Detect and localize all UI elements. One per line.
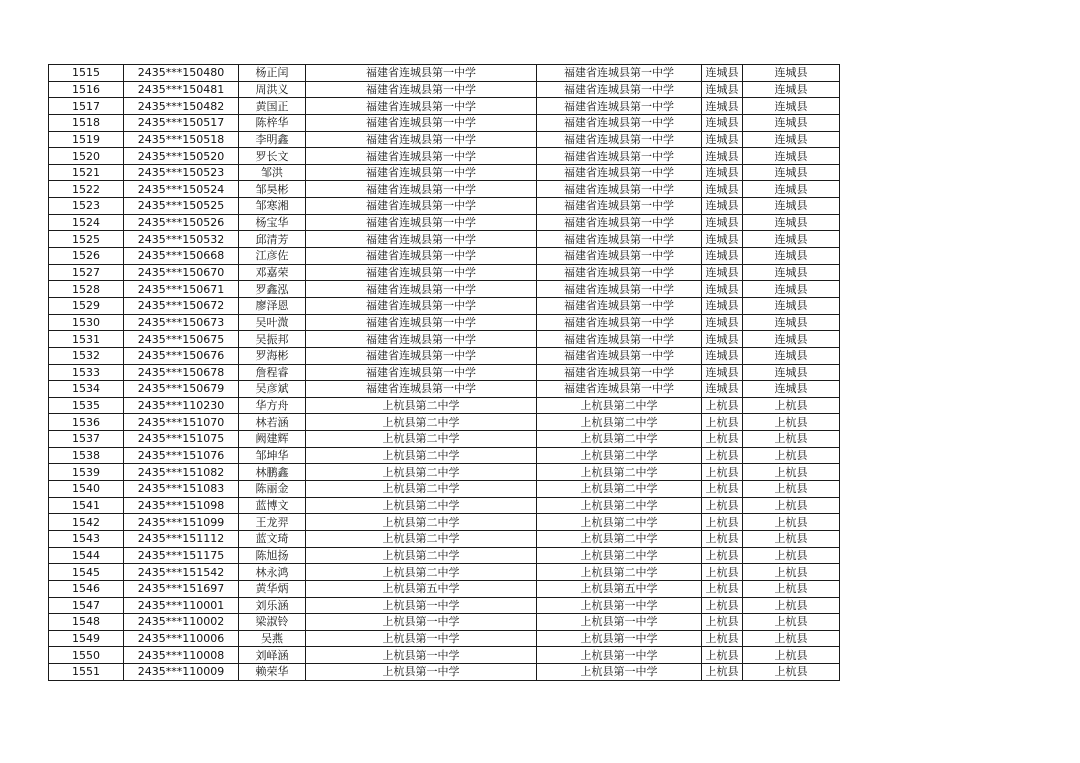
county-cell: 上杭县 <box>702 664 743 681</box>
county-cell-2: 上杭县 <box>743 614 840 631</box>
county-cell-2: 上杭县 <box>743 481 840 498</box>
school-cell-2: 福建省连城县第一中学 <box>537 198 702 215</box>
student-name-cell: 黄国正 <box>239 98 306 115</box>
school-cell-2: 上杭县第二中学 <box>537 414 702 431</box>
school-cell-2: 上杭县第二中学 <box>537 497 702 514</box>
student-name-cell: 吴燕 <box>239 630 306 647</box>
county-cell: 上杭县 <box>702 530 743 547</box>
county-cell: 连城县 <box>702 81 743 98</box>
school-cell: 福建省连城县第一中学 <box>306 314 537 331</box>
table-row <box>49 647 840 664</box>
table-row <box>49 114 840 131</box>
student-name-cell: 杨正闰 <box>239 65 306 82</box>
school-cell-2: 福建省连城县第一中学 <box>537 297 702 314</box>
student-name-cell: 邹昊彬 <box>239 181 306 198</box>
school-cell-2: 福建省连城县第一中学 <box>537 114 702 131</box>
row-number-cell: 1551 <box>49 664 124 681</box>
school-cell-2: 上杭县第五中学 <box>537 580 702 597</box>
school-cell-2: 上杭县第一中学 <box>537 630 702 647</box>
school-cell: 福建省连城县第一中学 <box>306 148 537 165</box>
table-row <box>49 514 840 531</box>
exam-id-cell: 2435***151075 <box>124 431 239 448</box>
school-cell: 福建省连城县第一中学 <box>306 231 537 248</box>
table-row <box>49 364 840 381</box>
county-cell-2: 上杭县 <box>743 397 840 414</box>
school-cell-2: 上杭县第一中学 <box>537 597 702 614</box>
county-cell: 上杭县 <box>702 564 743 581</box>
row-number-cell: 1540 <box>49 481 124 498</box>
exam-id-cell: 2435***150679 <box>124 381 239 398</box>
table-row <box>49 198 840 215</box>
school-cell: 福建省连城县第一中学 <box>306 214 537 231</box>
row-number-cell: 1544 <box>49 547 124 564</box>
row-number-cell: 1530 <box>49 314 124 331</box>
county-cell-2: 连城县 <box>743 297 840 314</box>
student-name-cell: 梁淑铃 <box>239 614 306 631</box>
row-number-cell: 1531 <box>49 331 124 348</box>
exam-id-cell: 2435***150671 <box>124 281 239 298</box>
row-number-cell: 1522 <box>49 181 124 198</box>
table-row <box>49 580 840 597</box>
exam-id-cell: 2435***151083 <box>124 481 239 498</box>
exam-id-cell: 2435***150670 <box>124 264 239 281</box>
exam-id-cell: 2435***151175 <box>124 547 239 564</box>
county-cell: 连城县 <box>702 164 743 181</box>
school-cell: 福建省连城县第一中学 <box>306 65 537 82</box>
county-cell-2: 上杭县 <box>743 564 840 581</box>
county-cell-2: 连城县 <box>743 131 840 148</box>
county-cell: 连城县 <box>702 297 743 314</box>
county-cell-2: 上杭县 <box>743 547 840 564</box>
student-name-cell: 陈丽金 <box>239 481 306 498</box>
table-row <box>49 497 840 514</box>
table-row <box>49 381 840 398</box>
school-cell-2: 上杭县第二中学 <box>537 481 702 498</box>
school-cell-2: 福建省连城县第一中学 <box>537 164 702 181</box>
row-number-cell: 1523 <box>49 198 124 215</box>
county-cell: 上杭县 <box>702 647 743 664</box>
student-name-cell: 刘乐涵 <box>239 597 306 614</box>
county-cell-2: 连城县 <box>743 181 840 198</box>
county-cell-2: 连城县 <box>743 214 840 231</box>
county-cell: 上杭县 <box>702 497 743 514</box>
row-number-cell: 1517 <box>49 98 124 115</box>
school-cell-2: 上杭县第二中学 <box>537 397 702 414</box>
student-name-cell: 邹坤华 <box>239 447 306 464</box>
row-number-cell: 1516 <box>49 81 124 98</box>
table-row <box>49 414 840 431</box>
exam-id-cell: 2435***150525 <box>124 198 239 215</box>
school-cell: 上杭县第二中学 <box>306 564 537 581</box>
student-roster-table <box>48 64 840 681</box>
school-cell: 福建省连城县第一中学 <box>306 248 537 265</box>
school-cell: 福建省连城县第一中学 <box>306 131 537 148</box>
table-row <box>49 98 840 115</box>
school-cell: 上杭县第二中学 <box>306 530 537 547</box>
county-cell: 上杭县 <box>702 397 743 414</box>
row-number-cell: 1529 <box>49 297 124 314</box>
county-cell: 连城县 <box>702 148 743 165</box>
county-cell-2: 连城县 <box>743 381 840 398</box>
row-number-cell: 1534 <box>49 381 124 398</box>
exam-id-cell: 2435***151076 <box>124 447 239 464</box>
table-row <box>49 231 840 248</box>
student-name-cell: 江彦佐 <box>239 248 306 265</box>
school-cell-2: 上杭县第一中学 <box>537 647 702 664</box>
student-name-cell: 邹寒湘 <box>239 198 306 215</box>
school-cell: 福建省连城县第一中学 <box>306 164 537 181</box>
county-cell-2: 连城县 <box>743 148 840 165</box>
table-row <box>49 431 840 448</box>
table-row <box>49 214 840 231</box>
exam-id-cell: 2435***150480 <box>124 65 239 82</box>
county-cell-2: 连城县 <box>743 281 840 298</box>
exam-id-cell: 2435***110006 <box>124 630 239 647</box>
table-row <box>49 181 840 198</box>
county-cell-2: 连城县 <box>743 231 840 248</box>
school-cell-2: 上杭县第二中学 <box>537 514 702 531</box>
county-cell-2: 上杭县 <box>743 530 840 547</box>
row-number-cell: 1518 <box>49 114 124 131</box>
row-number-cell: 1536 <box>49 414 124 431</box>
row-number-cell: 1515 <box>49 65 124 82</box>
county-cell-2: 上杭县 <box>743 580 840 597</box>
school-cell: 福建省连城县第一中学 <box>306 198 537 215</box>
school-cell-2: 福建省连城县第一中学 <box>537 331 702 348</box>
table-row <box>49 530 840 547</box>
table-row <box>49 347 840 364</box>
school-cell: 福建省连城县第一中学 <box>306 381 537 398</box>
table-row <box>49 65 840 82</box>
county-cell: 连城县 <box>702 65 743 82</box>
school-cell-2: 福建省连城县第一中学 <box>537 347 702 364</box>
school-cell: 上杭县第一中学 <box>306 614 537 631</box>
student-name-cell: 刘峄涵 <box>239 647 306 664</box>
table-row <box>49 131 840 148</box>
school-cell: 上杭县第二中学 <box>306 514 537 531</box>
student-name-cell: 周洪义 <box>239 81 306 98</box>
row-number-cell: 1539 <box>49 464 124 481</box>
school-cell-2: 福建省连城县第一中学 <box>537 264 702 281</box>
table-row <box>49 248 840 265</box>
school-cell: 福建省连城县第一中学 <box>306 81 537 98</box>
exam-id-cell: 2435***110001 <box>124 597 239 614</box>
student-name-cell: 杨宝华 <box>239 214 306 231</box>
table-row <box>49 264 840 281</box>
county-cell-2: 连城县 <box>743 65 840 82</box>
row-number-cell: 1525 <box>49 231 124 248</box>
student-name-cell: 罗鑫泓 <box>239 281 306 298</box>
exam-id-cell: 2435***150673 <box>124 314 239 331</box>
county-cell-2: 上杭县 <box>743 647 840 664</box>
table-row <box>49 547 840 564</box>
school-cell: 上杭县第二中学 <box>306 397 537 414</box>
school-cell: 福建省连城县第一中学 <box>306 281 537 298</box>
exam-id-cell: 2435***151082 <box>124 464 239 481</box>
row-number-cell: 1532 <box>49 347 124 364</box>
county-cell: 连城县 <box>702 364 743 381</box>
exam-id-cell: 2435***151542 <box>124 564 239 581</box>
county-cell: 上杭县 <box>702 614 743 631</box>
county-cell-2: 上杭县 <box>743 464 840 481</box>
row-number-cell: 1545 <box>49 564 124 581</box>
county-cell: 上杭县 <box>702 414 743 431</box>
student-name-cell: 陈旭扬 <box>239 547 306 564</box>
student-name-cell: 邓嘉荣 <box>239 264 306 281</box>
school-cell-2: 福建省连城县第一中学 <box>537 248 702 265</box>
row-number-cell: 1547 <box>49 597 124 614</box>
school-cell: 福建省连城县第一中学 <box>306 98 537 115</box>
row-number-cell: 1527 <box>49 264 124 281</box>
county-cell: 上杭县 <box>702 481 743 498</box>
table-row <box>49 464 840 481</box>
exam-id-cell: 2435***150526 <box>124 214 239 231</box>
school-cell: 上杭县第二中学 <box>306 464 537 481</box>
student-name-cell: 邹洪 <box>239 164 306 181</box>
school-cell-2: 福建省连城县第一中学 <box>537 181 702 198</box>
table-row <box>49 148 840 165</box>
school-cell: 福建省连城县第一中学 <box>306 114 537 131</box>
student-name-cell: 黄华炳 <box>239 580 306 597</box>
exam-id-cell: 2435***150520 <box>124 148 239 165</box>
county-cell-2: 上杭县 <box>743 514 840 531</box>
school-cell-2: 福建省连城县第一中学 <box>537 98 702 115</box>
student-name-cell: 王龙羿 <box>239 514 306 531</box>
table-row <box>49 281 840 298</box>
student-name-cell: 李明鑫 <box>239 131 306 148</box>
county-cell-2: 上杭县 <box>743 597 840 614</box>
table-row <box>49 164 840 181</box>
county-cell-2: 连城县 <box>743 364 840 381</box>
table-row <box>49 564 840 581</box>
county-cell-2: 连城县 <box>743 81 840 98</box>
county-cell: 连城县 <box>702 264 743 281</box>
school-cell: 上杭县第一中学 <box>306 647 537 664</box>
county-cell: 连城县 <box>702 181 743 198</box>
school-cell-2: 上杭县第二中学 <box>537 447 702 464</box>
school-cell-2: 福建省连城县第一中学 <box>537 281 702 298</box>
county-cell: 上杭县 <box>702 514 743 531</box>
student-name-cell: 林鹏鑫 <box>239 464 306 481</box>
student-name-cell: 阙建辉 <box>239 431 306 448</box>
table-row <box>49 81 840 98</box>
exam-id-cell: 2435***150678 <box>124 364 239 381</box>
county-cell-2: 连城县 <box>743 98 840 115</box>
school-cell-2: 上杭县第二中学 <box>537 547 702 564</box>
county-cell: 连城县 <box>702 131 743 148</box>
school-cell: 福建省连城县第一中学 <box>306 331 537 348</box>
row-number-cell: 1546 <box>49 580 124 597</box>
county-cell-2: 上杭县 <box>743 630 840 647</box>
school-cell: 福建省连城县第一中学 <box>306 264 537 281</box>
student-name-cell: 林若涵 <box>239 414 306 431</box>
school-cell-2: 上杭县第一中学 <box>537 614 702 631</box>
exam-id-cell: 2435***150676 <box>124 347 239 364</box>
row-number-cell: 1541 <box>49 497 124 514</box>
school-cell-2: 福建省连城县第一中学 <box>537 148 702 165</box>
row-number-cell: 1550 <box>49 647 124 664</box>
student-name-cell: 陈梓华 <box>239 114 306 131</box>
exam-id-cell: 2435***151697 <box>124 580 239 597</box>
exam-id-cell: 2435***151098 <box>124 497 239 514</box>
county-cell-2: 连城县 <box>743 331 840 348</box>
row-number-cell: 1519 <box>49 131 124 148</box>
county-cell-2: 上杭县 <box>743 414 840 431</box>
student-name-cell: 赖荣华 <box>239 664 306 681</box>
row-number-cell: 1526 <box>49 248 124 265</box>
school-cell: 福建省连城县第一中学 <box>306 347 537 364</box>
exam-id-cell: 2435***110009 <box>124 664 239 681</box>
school-cell: 福建省连城县第一中学 <box>306 364 537 381</box>
county-cell: 上杭县 <box>702 464 743 481</box>
school-cell-2: 福建省连城县第一中学 <box>537 131 702 148</box>
school-cell: 福建省连城县第一中学 <box>306 297 537 314</box>
student-name-cell: 蓝文琦 <box>239 530 306 547</box>
table-body <box>49 65 840 681</box>
county-cell-2: 上杭县 <box>743 447 840 464</box>
county-cell: 连城县 <box>702 314 743 331</box>
row-number-cell: 1521 <box>49 164 124 181</box>
exam-id-cell: 2435***151099 <box>124 514 239 531</box>
row-number-cell: 1528 <box>49 281 124 298</box>
county-cell: 连城县 <box>702 198 743 215</box>
school-cell: 上杭县第二中学 <box>306 497 537 514</box>
county-cell-2: 连城县 <box>743 164 840 181</box>
school-cell-2: 上杭县第二中学 <box>537 464 702 481</box>
school-cell: 上杭县第二中学 <box>306 431 537 448</box>
school-cell-2: 福建省连城县第一中学 <box>537 314 702 331</box>
county-cell-2: 上杭县 <box>743 664 840 681</box>
exam-id-cell: 2435***110008 <box>124 647 239 664</box>
row-number-cell: 1535 <box>49 397 124 414</box>
table-row <box>49 331 840 348</box>
county-cell: 连城县 <box>702 248 743 265</box>
county-cell: 连城县 <box>702 114 743 131</box>
student-name-cell: 詹程睿 <box>239 364 306 381</box>
row-number-cell: 1533 <box>49 364 124 381</box>
table-row <box>49 664 840 681</box>
school-cell: 上杭县第一中学 <box>306 664 537 681</box>
exam-id-cell: 2435***150481 <box>124 81 239 98</box>
exam-id-cell: 2435***150524 <box>124 181 239 198</box>
row-number-cell: 1520 <box>49 148 124 165</box>
table-row <box>49 481 840 498</box>
school-cell: 上杭县第一中学 <box>306 597 537 614</box>
student-name-cell: 廖泽恩 <box>239 297 306 314</box>
county-cell: 上杭县 <box>702 630 743 647</box>
county-cell: 连城县 <box>702 214 743 231</box>
table-row <box>49 597 840 614</box>
school-cell: 上杭县第二中学 <box>306 547 537 564</box>
county-cell: 连城县 <box>702 231 743 248</box>
exam-id-cell: 2435***151070 <box>124 414 239 431</box>
school-cell-2: 上杭县第二中学 <box>537 431 702 448</box>
row-number-cell: 1538 <box>49 447 124 464</box>
exam-id-cell: 2435***110002 <box>124 614 239 631</box>
row-number-cell: 1543 <box>49 530 124 547</box>
exam-id-cell: 2435***110230 <box>124 397 239 414</box>
county-cell-2: 连城县 <box>743 114 840 131</box>
exam-id-cell: 2435***150523 <box>124 164 239 181</box>
county-cell: 连城县 <box>702 347 743 364</box>
table-row <box>49 630 840 647</box>
school-cell: 福建省连城县第一中学 <box>306 181 537 198</box>
table-row <box>49 397 840 414</box>
county-cell: 上杭县 <box>702 580 743 597</box>
student-name-cell: 吴振邦 <box>239 331 306 348</box>
school-cell: 上杭县第五中学 <box>306 580 537 597</box>
school-cell-2: 福建省连城县第一中学 <box>537 381 702 398</box>
row-number-cell: 1524 <box>49 214 124 231</box>
exam-id-cell: 2435***150518 <box>124 131 239 148</box>
school-cell: 上杭县第二中学 <box>306 481 537 498</box>
table-row <box>49 297 840 314</box>
table-row <box>49 447 840 464</box>
county-cell: 连城县 <box>702 281 743 298</box>
exam-id-cell: 2435***150675 <box>124 331 239 348</box>
school-cell-2: 上杭县第二中学 <box>537 530 702 547</box>
exam-id-cell: 2435***150517 <box>124 114 239 131</box>
student-name-cell: 邱清芳 <box>239 231 306 248</box>
row-number-cell: 1548 <box>49 614 124 631</box>
exam-id-cell: 2435***150672 <box>124 297 239 314</box>
county-cell-2: 连城县 <box>743 248 840 265</box>
exam-id-cell: 2435***150482 <box>124 98 239 115</box>
county-cell-2: 上杭县 <box>743 431 840 448</box>
student-name-cell: 华方舟 <box>239 397 306 414</box>
row-number-cell: 1549 <box>49 630 124 647</box>
county-cell: 上杭县 <box>702 597 743 614</box>
student-name-cell: 吴叶溦 <box>239 314 306 331</box>
school-cell-2: 福建省连城县第一中学 <box>537 81 702 98</box>
school-cell: 上杭县第一中学 <box>306 630 537 647</box>
county-cell-2: 连城县 <box>743 347 840 364</box>
county-cell: 连城县 <box>702 331 743 348</box>
county-cell: 上杭县 <box>702 547 743 564</box>
school-cell-2: 福建省连城县第一中学 <box>537 65 702 82</box>
school-cell-2: 福建省连城县第一中学 <box>537 214 702 231</box>
student-name-cell: 吴彦斌 <box>239 381 306 398</box>
exam-id-cell: 2435***151112 <box>124 530 239 547</box>
county-cell: 连城县 <box>702 98 743 115</box>
school-cell-2: 福建省连城县第一中学 <box>537 231 702 248</box>
exam-id-cell: 2435***150532 <box>124 231 239 248</box>
county-cell: 连城县 <box>702 381 743 398</box>
county-cell-2: 上杭县 <box>743 497 840 514</box>
exam-id-cell: 2435***150668 <box>124 248 239 265</box>
county-cell-2: 连城县 <box>743 314 840 331</box>
student-name-cell: 罗长文 <box>239 148 306 165</box>
school-cell: 上杭县第二中学 <box>306 414 537 431</box>
table-row <box>49 614 840 631</box>
county-cell: 上杭县 <box>702 447 743 464</box>
county-cell-2: 连城县 <box>743 264 840 281</box>
table-row <box>49 314 840 331</box>
row-number-cell: 1537 <box>49 431 124 448</box>
school-cell: 上杭县第二中学 <box>306 447 537 464</box>
school-cell-2: 福建省连城县第一中学 <box>537 364 702 381</box>
row-number-cell: 1542 <box>49 514 124 531</box>
school-cell-2: 上杭县第一中学 <box>537 664 702 681</box>
school-cell-2: 上杭县第二中学 <box>537 564 702 581</box>
county-cell: 上杭县 <box>702 431 743 448</box>
county-cell-2: 连城县 <box>743 198 840 215</box>
student-name-cell: 蓝博文 <box>239 497 306 514</box>
student-name-cell: 林永鸿 <box>239 564 306 581</box>
student-name-cell: 罗海彬 <box>239 347 306 364</box>
